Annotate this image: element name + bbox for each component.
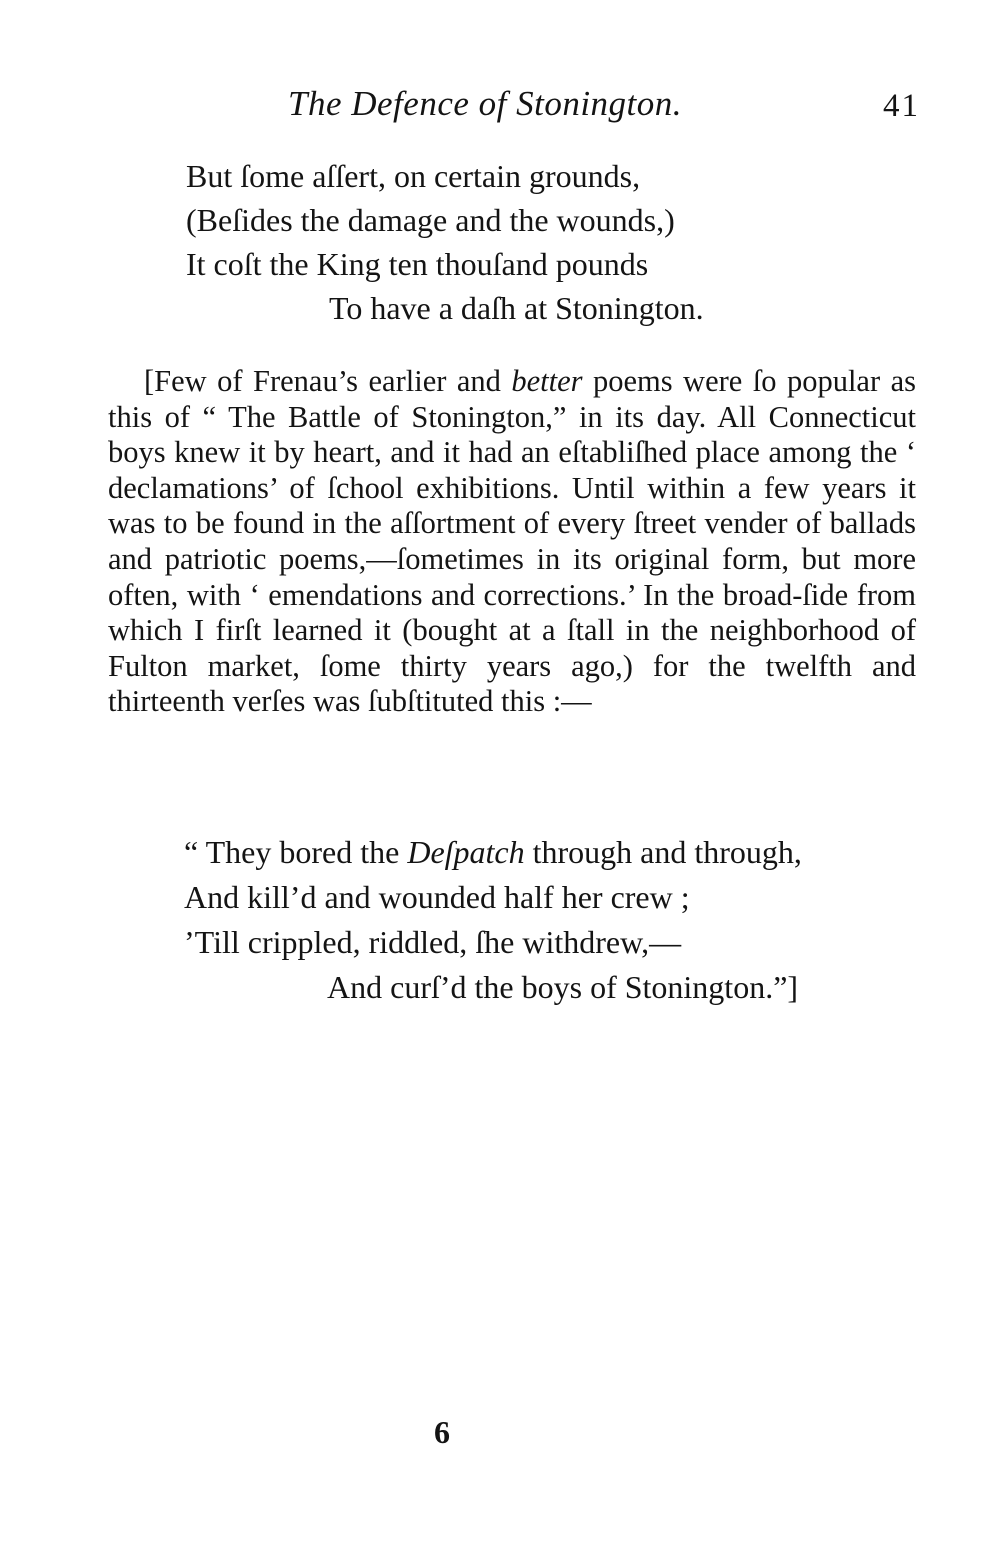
verse-line: (Beſides the damage and the wounds,) <box>186 202 675 238</box>
quoted-verse-refrain: And curſ’d the boys of Stonington.”] <box>327 969 799 1005</box>
verse-line: But ſome aſſert, on certain grounds, <box>186 158 641 194</box>
note-emphasis: better <box>511 364 583 398</box>
verse-line: It coſt the King ten thouſand pounds <box>186 246 649 282</box>
note-text-start: [Few of Frenau’s earlier and <box>144 364 512 398</box>
editorial-note <box>108 364 916 720</box>
quoted-verse-line <box>184 830 802 875</box>
verse-stanza <box>186 154 704 330</box>
verse-line-refrain: To have a daſh at Stonington. <box>329 290 704 326</box>
ship-name: Deſpatch <box>407 834 525 870</box>
signature-number: 6 <box>434 1414 450 1450</box>
running-title: The Defence of Stonington. <box>288 84 683 123</box>
quoted-line-text: through and through, <box>524 834 802 870</box>
quoted-verse-line: And kill’d and wounded half her crew ; <box>184 879 690 915</box>
running-head <box>288 84 920 132</box>
note-text-rest: poems were ſo popular as this of “ The Battle of Stonington,” in its day. All Connecticut boys knew it by heart, and it had an eſtabliſhed place among the ‘ declamations’ of ſchool exhibitions. Until within a few years it was to be found in the aſſortment of every ſtreet vender of ballads and patriotic poems,—ſometimes in its original form, but more often, with ‘ emendations and corrections.’ In the broad-ſide from which I firſt learned it (bought at a ſtall in the neighborhood of Fulton market, ſome thirty years ago,) for the twelfth and thirteenth verſes was ſubſtituted this :— <box>108 364 916 719</box>
note-paragraph <box>108 364 916 720</box>
quoted-line-text: “ They bored the <box>184 834 408 870</box>
page-number: 41 <box>883 88 920 124</box>
signature-mark <box>0 1414 1000 1451</box>
quoted-verse <box>184 830 802 1010</box>
quoted-verse-line: ’Till crippled, riddled, ſhe withdrew,— <box>184 924 682 960</box>
